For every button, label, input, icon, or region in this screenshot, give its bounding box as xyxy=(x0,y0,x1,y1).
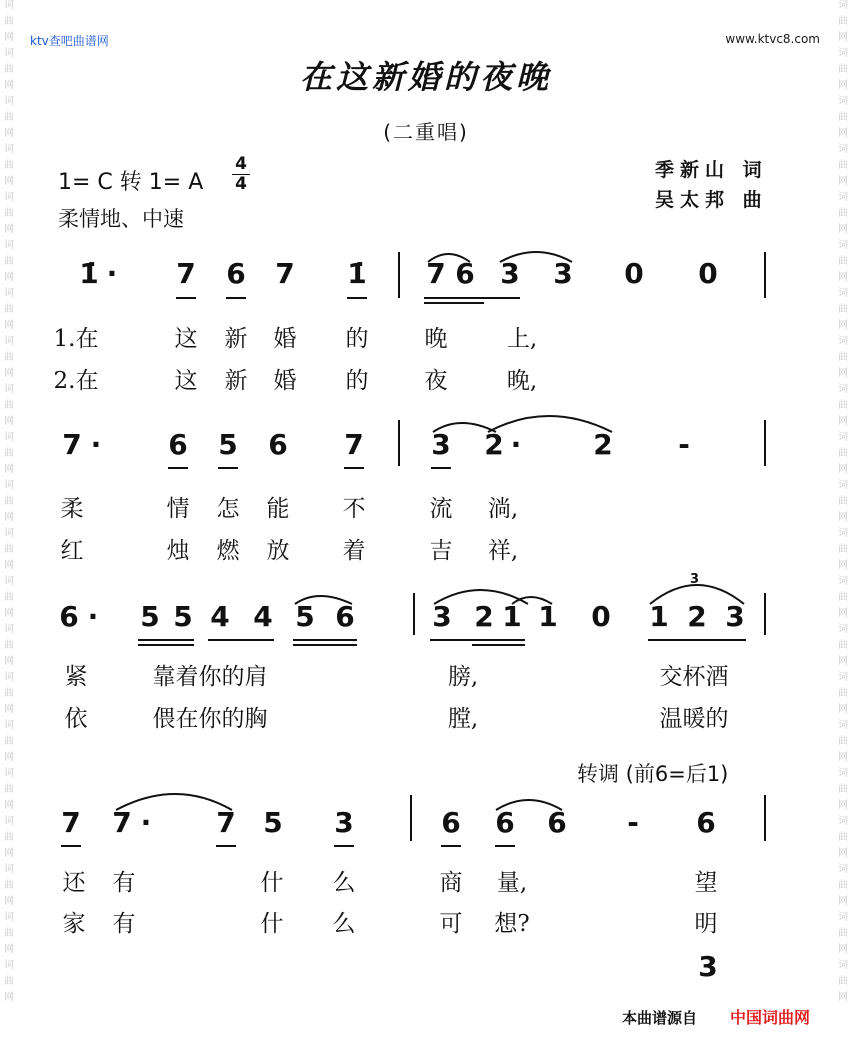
watermark-glyph: 曲 xyxy=(4,160,14,171)
watermark-glyph: 词 xyxy=(4,816,14,827)
note: 4 xyxy=(210,600,230,633)
lyric: 偎在你的胸 xyxy=(152,706,268,732)
note: 2 xyxy=(687,600,707,633)
watermark-glyph: 词 xyxy=(838,48,848,59)
lyric: 交杯酒 xyxy=(659,664,729,690)
watermark-glyph: 网 xyxy=(838,896,848,907)
watermark-glyph: 网 xyxy=(838,752,848,763)
note: 6 xyxy=(268,428,288,461)
lyric: 什 xyxy=(260,870,284,896)
watermark-glyph: 网 xyxy=(4,512,14,523)
note: 1 xyxy=(649,600,669,633)
note: 7 xyxy=(176,257,196,290)
lyric: 淌, xyxy=(487,496,519,522)
lyric: 这 xyxy=(174,368,198,394)
note: 6 xyxy=(226,257,246,290)
source-label: 本曲谱源自 xyxy=(622,1009,698,1027)
watermark-glyph: 曲 xyxy=(4,880,14,891)
lyric: 新 xyxy=(224,326,248,352)
lyric: 流 xyxy=(429,496,453,522)
watermark-glyph: 曲 xyxy=(838,352,848,363)
watermark-glyph: 网 xyxy=(838,176,848,187)
lyric: 望 xyxy=(694,870,718,896)
watermark-glyph: 曲 xyxy=(4,832,14,843)
watermark-glyph: 曲 xyxy=(838,640,848,651)
lyric: 2.在 xyxy=(53,368,99,394)
dot: · xyxy=(87,600,99,633)
lyric: 么 xyxy=(332,870,356,896)
watermark-glyph: 网 xyxy=(4,704,14,715)
song-subtitle: (二重唱) xyxy=(383,120,469,144)
watermark-glyph: 词 xyxy=(838,864,848,875)
watermark-glyph: 词 xyxy=(4,528,14,539)
lyricist-credit: 季新山 词 xyxy=(655,159,768,181)
note: 7 xyxy=(61,806,81,839)
lyric: 能 xyxy=(266,496,290,522)
watermark-glyph: 词 xyxy=(838,960,848,971)
dot: · xyxy=(90,428,102,461)
note: 7 xyxy=(275,257,295,290)
note: 6 xyxy=(59,600,79,633)
note: 2 xyxy=(474,600,494,633)
modulation-note: 转调 (前6=后1) xyxy=(577,762,729,786)
watermark-glyph: 曲 xyxy=(4,640,14,651)
note: 3 xyxy=(500,257,520,290)
watermark-glyph: 网 xyxy=(4,464,14,475)
lyric: 么 xyxy=(332,911,356,937)
lyric: 明 xyxy=(694,911,718,937)
watermark-glyph: 词 xyxy=(4,0,14,11)
watermark-glyph: 曲 xyxy=(838,160,848,171)
watermark-glyph: 词 xyxy=(4,48,14,59)
note: 6 xyxy=(441,806,461,839)
lyric: 婚 xyxy=(273,326,297,352)
watermark-glyph: 词 xyxy=(4,480,14,491)
note: 6 xyxy=(168,428,188,461)
note: 3 xyxy=(431,428,451,461)
lyric: 放 xyxy=(266,538,290,564)
watermark-glyph: 词 xyxy=(838,816,848,827)
watermark-glyph: 曲 xyxy=(838,16,848,27)
watermark-glyph: 网 xyxy=(838,320,848,331)
time-signature-bottom: 4 xyxy=(235,174,247,194)
watermark-glyph: 网 xyxy=(838,80,848,91)
watermark-glyph: 网 xyxy=(4,224,14,235)
watermark-glyph: 网 xyxy=(838,512,848,523)
watermark-glyph: 网 xyxy=(838,656,848,667)
watermark-glyph: 词 xyxy=(4,960,14,971)
continuation-number: 3 xyxy=(698,950,718,983)
watermark-glyph: 曲 xyxy=(4,688,14,699)
watermark-glyph: 网 xyxy=(838,800,848,811)
watermark-glyph: 网 xyxy=(4,896,14,907)
watermark-glyph: 网 xyxy=(4,752,14,763)
watermark-glyph: 曲 xyxy=(838,928,848,939)
watermark-glyph: 词 xyxy=(4,576,14,587)
watermark-glyph: 词 xyxy=(4,672,14,683)
watermark-glyph: 曲 xyxy=(4,976,14,987)
watermark-glyph: 词 xyxy=(4,96,14,107)
watermark-glyph: 曲 xyxy=(838,448,848,459)
watermark-glyph: 曲 xyxy=(4,448,14,459)
watermark-glyph: 词 xyxy=(4,384,14,395)
lyric: 晚, xyxy=(506,368,538,394)
watermark-glyph: 曲 xyxy=(838,304,848,315)
watermark-glyph: 词 xyxy=(838,192,848,203)
site-url-right[interactable]: www.ktvc8.com xyxy=(725,32,820,46)
lyric: 情 xyxy=(166,496,190,522)
note: 7 xyxy=(216,806,236,839)
note: 3 xyxy=(334,806,354,839)
tempo-marking: 柔情地、中速 xyxy=(58,207,184,231)
watermark-glyph: 词 xyxy=(4,720,14,731)
lyric: 烛 xyxy=(166,538,190,564)
watermark-glyph: 词 xyxy=(838,96,848,107)
note: 3 xyxy=(553,257,573,290)
watermark-glyph: 网 xyxy=(4,560,14,571)
lyric: 量, xyxy=(496,870,528,896)
watermark-glyph: 词 xyxy=(4,624,14,635)
watermark-glyph: 词 xyxy=(838,336,848,347)
lyric: 家 xyxy=(62,911,86,937)
watermark-glyph: 曲 xyxy=(838,208,848,219)
watermark-glyph: 词 xyxy=(838,144,848,155)
lyric: 着 xyxy=(342,538,366,564)
watermark-glyph: 网 xyxy=(4,320,14,331)
note: 5 xyxy=(218,428,238,461)
note: 6 xyxy=(335,600,355,633)
watermark-glyph: 曲 xyxy=(4,400,14,411)
lyric: 婚 xyxy=(273,368,297,394)
watermark-glyph: 曲 xyxy=(838,112,848,123)
lyric: 夜 xyxy=(424,368,448,394)
lyric: 不 xyxy=(342,496,366,522)
watermark-glyph: 网 xyxy=(838,272,848,283)
note: 1 xyxy=(502,600,522,633)
watermark-glyph: 曲 xyxy=(838,832,848,843)
lyric: 商 xyxy=(439,870,463,896)
lyric: 燃 xyxy=(216,538,240,564)
watermark-glyph: 曲 xyxy=(4,304,14,315)
note: 7 xyxy=(112,806,132,839)
watermark-glyph: 网 xyxy=(4,992,14,1003)
watermark-glyph: 词 xyxy=(4,912,14,923)
lyric: 还 xyxy=(62,870,86,896)
watermark-glyph: 网 xyxy=(4,128,14,139)
note: 5 xyxy=(140,600,160,633)
watermark-glyph: 词 xyxy=(838,720,848,731)
note: 3 xyxy=(432,600,452,633)
lyric: 的 xyxy=(345,368,369,394)
site-name-left[interactable]: ktv查吧曲谱网 xyxy=(30,34,109,48)
watermark-glyph: 网 xyxy=(4,608,14,619)
watermark-glyph: 词 xyxy=(4,144,14,155)
watermark-glyph: 网 xyxy=(838,224,848,235)
key-signature: 1= C 转 1= A xyxy=(58,170,204,195)
dash: - xyxy=(678,428,690,461)
time-signature-top: 4 xyxy=(235,154,247,174)
watermark-glyph: 曲 xyxy=(4,736,14,747)
watermark-glyph: 网 xyxy=(838,32,848,43)
watermark-glyph: 网 xyxy=(4,80,14,91)
watermark-glyph: 曲 xyxy=(838,544,848,555)
watermark-glyph: 曲 xyxy=(838,256,848,267)
watermark-glyph: 网 xyxy=(838,944,848,955)
watermark-glyph: 网 xyxy=(4,944,14,955)
dot: · xyxy=(140,806,152,839)
watermark-glyph: 曲 xyxy=(4,784,14,795)
watermark-glyph: 网 xyxy=(838,704,848,715)
lyric: 怎 xyxy=(216,496,240,522)
watermark-glyph: 曲 xyxy=(838,400,848,411)
lyric: 紧 xyxy=(64,664,88,690)
lyric: 柔 xyxy=(60,496,84,522)
watermark-glyph: 曲 xyxy=(838,64,848,75)
watermark-glyph: 网 xyxy=(4,416,14,427)
note: 6 xyxy=(495,806,515,839)
watermark-glyph: 曲 xyxy=(4,544,14,555)
watermark-glyph: 曲 xyxy=(4,64,14,75)
lyric: 这 xyxy=(174,326,198,352)
lyric: 膛, xyxy=(447,706,479,732)
note: 2 xyxy=(593,428,613,461)
watermark-glyph: 网 xyxy=(4,848,14,859)
watermark-glyph: 网 xyxy=(4,656,14,667)
lyric: 可 xyxy=(439,911,463,937)
watermark-glyph: 网 xyxy=(4,368,14,379)
composer-credit: 吴太邦 曲 xyxy=(655,189,768,211)
watermark-glyph: 词 xyxy=(838,432,848,443)
watermark-glyph: 词 xyxy=(838,0,848,11)
watermark-glyph: 曲 xyxy=(838,592,848,603)
song-title: 在这新婚的夜晚 xyxy=(299,58,552,96)
source-site-link[interactable]: 中国词曲网 xyxy=(730,1008,811,1027)
watermark-glyph: 词 xyxy=(838,624,848,635)
watermark-glyph: 词 xyxy=(838,240,848,251)
watermark-glyph: 词 xyxy=(4,288,14,299)
lyric: 新 xyxy=(224,368,248,394)
watermark-glyph: 曲 xyxy=(4,592,14,603)
watermark-glyph: 曲 xyxy=(838,688,848,699)
note: 1̇ xyxy=(347,257,367,290)
note: 5 xyxy=(263,806,283,839)
note: 6 xyxy=(455,257,475,290)
dot: · xyxy=(106,257,118,290)
watermark-glyph: 曲 xyxy=(4,16,14,27)
watermark-glyph: 词 xyxy=(838,384,848,395)
watermark-glyph: 词 xyxy=(4,192,14,203)
watermark-glyph: 网 xyxy=(4,176,14,187)
note: 7 xyxy=(344,428,364,461)
watermark-glyph: 词 xyxy=(838,768,848,779)
watermark-glyph: 网 xyxy=(838,368,848,379)
lyric: 靠着你的肩 xyxy=(152,664,268,690)
watermark-glyph: 词 xyxy=(838,912,848,923)
note: 0 xyxy=(624,257,644,290)
watermark-glyph: 词 xyxy=(4,336,14,347)
note: 7 xyxy=(426,257,446,290)
lyric: 有 xyxy=(112,911,136,937)
watermark-glyph: 词 xyxy=(838,576,848,587)
watermark-glyph: 曲 xyxy=(4,208,14,219)
note: 1̇ xyxy=(79,257,99,290)
watermark-glyph: 词 xyxy=(838,528,848,539)
note: 3 xyxy=(725,600,745,633)
watermark-glyph: 网 xyxy=(838,128,848,139)
watermark-glyph: 词 xyxy=(838,480,848,491)
watermark-glyph: 曲 xyxy=(4,256,14,267)
watermark-glyph: 词 xyxy=(838,672,848,683)
watermark-glyph: 网 xyxy=(838,848,848,859)
triplet-mark: 3 xyxy=(690,572,700,587)
lyric: 温暖的 xyxy=(659,706,729,732)
watermark-glyph: 曲 xyxy=(4,496,14,507)
watermark-glyph: 网 xyxy=(838,992,848,1003)
lyric: 祥, xyxy=(487,538,519,564)
watermark-glyph: 曲 xyxy=(838,496,848,507)
watermark-glyph: 网 xyxy=(838,416,848,427)
dot: · xyxy=(510,428,522,461)
lyric: 红 xyxy=(60,538,84,564)
watermark-glyph: 曲 xyxy=(4,352,14,363)
note: 1 xyxy=(538,600,558,633)
watermark-glyph: 曲 xyxy=(838,976,848,987)
lyric: 1.在 xyxy=(53,326,99,352)
note: 7 xyxy=(62,428,82,461)
watermark-glyph: 网 xyxy=(838,560,848,571)
watermark-glyph: 词 xyxy=(4,768,14,779)
note: 6 xyxy=(696,806,716,839)
watermark-glyph: 曲 xyxy=(4,928,14,939)
watermark-glyph: 曲 xyxy=(4,112,14,123)
watermark-glyph: 词 xyxy=(4,864,14,875)
watermark-glyph: 词 xyxy=(838,288,848,299)
lyric: 上, xyxy=(506,326,538,352)
watermark-glyph: 网 xyxy=(838,464,848,475)
note: 6 xyxy=(547,806,567,839)
watermark-glyph: 网 xyxy=(4,800,14,811)
dash: - xyxy=(627,806,639,839)
lyric: 依 xyxy=(64,706,88,732)
watermark-glyph: 网 xyxy=(4,32,14,43)
lyric: 想? xyxy=(494,911,530,937)
watermark-glyph: 曲 xyxy=(838,880,848,891)
watermark-glyph: 曲 xyxy=(838,736,848,747)
lyric: 的 xyxy=(345,326,369,352)
lyric: 吉 xyxy=(429,538,453,564)
note: 5 xyxy=(295,600,315,633)
note: 0 xyxy=(698,257,718,290)
watermark-glyph: 词 xyxy=(4,240,14,251)
watermark-glyph: 网 xyxy=(838,608,848,619)
watermark-glyph: 曲 xyxy=(838,784,848,795)
lyric: 膀, xyxy=(447,664,479,690)
lyric: 晚 xyxy=(424,326,448,352)
note: 4 xyxy=(253,600,273,633)
lyric: 有 xyxy=(112,870,136,896)
note: 5 xyxy=(173,600,193,633)
note: 2 xyxy=(484,428,504,461)
watermark-glyph: 词 xyxy=(4,432,14,443)
note: 0 xyxy=(591,600,611,633)
watermark-glyph: 网 xyxy=(4,272,14,283)
lyric: 什 xyxy=(260,911,284,937)
